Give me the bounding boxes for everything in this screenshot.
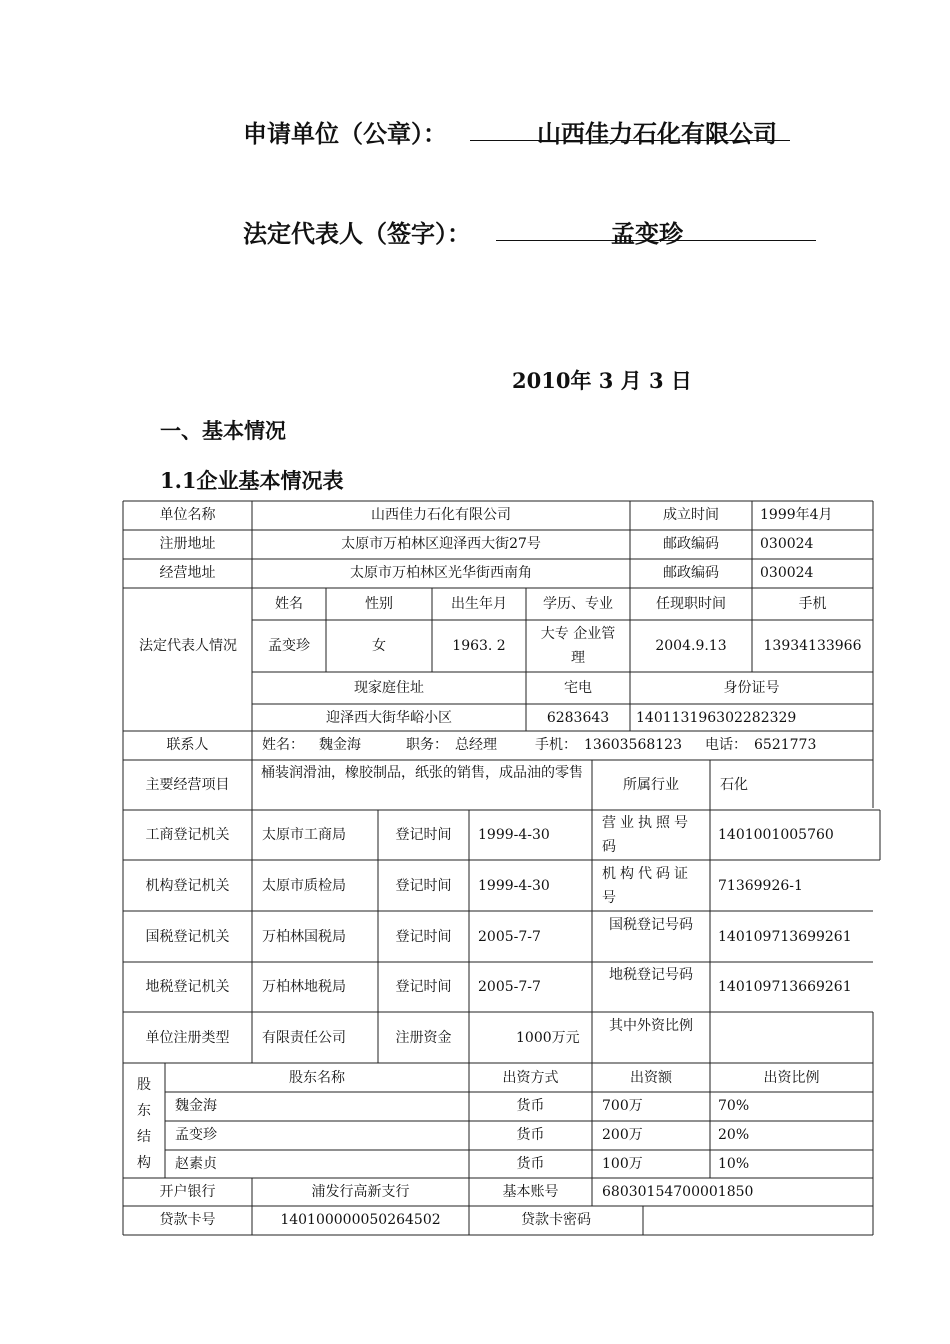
rep-name: 孟变珍 — [268, 638, 310, 654]
sh-header-amount: 出资额 — [630, 1070, 672, 1086]
op-address-label: 经营地址 — [159, 565, 216, 581]
shareholder-name: 赵素贞 — [175, 1156, 217, 1172]
ltax-no: 140109713669261 — [718, 979, 852, 995]
established-label: 成立时间 — [663, 507, 719, 523]
reg-address: 太原市万柏林区迎泽西大街27号 — [341, 536, 541, 552]
home-address-label: 现家庭住址 — [354, 680, 424, 696]
aic-time: 1999-4-30 — [478, 827, 550, 843]
home-address: 迎泽西大街华峪小区 — [326, 710, 452, 726]
org-no-label: 机构代码证号 — [602, 866, 692, 906]
subsection-title: 1.1企业基本情况表 — [160, 468, 344, 493]
business-label: 主要经营项目 — [145, 777, 230, 793]
industry-label: 所属行业 — [623, 777, 679, 793]
date: 2010年 3 月 3 日 — [512, 368, 692, 393]
ltax-time: 2005-7-7 — [478, 979, 541, 995]
reg-address-label: 注册地址 — [159, 536, 216, 552]
bank-label: 开户银行 — [159, 1184, 216, 1200]
org-label: 机构登记机关 — [145, 878, 230, 894]
rep-since: 2004.9.13 — [655, 638, 727, 654]
foreign-label: 其中外资比例 — [609, 1018, 693, 1034]
rep-birth: 1963. 2 — [452, 638, 506, 654]
capital: 1000万元 — [516, 1030, 580, 1046]
rep-header-gender: 性别 — [365, 596, 393, 612]
ntax-label: 国税登记机关 — [145, 929, 230, 945]
sh-header-method: 出资方式 — [502, 1070, 559, 1086]
applicant-label: 申请单位（公章）： — [243, 119, 447, 148]
contact-phone-label: 电话： — [705, 737, 747, 753]
aic-no-label: 营业执照号码 — [602, 815, 692, 855]
org-no: 71369926-1 — [718, 878, 803, 894]
ntax-time: 2005-7-7 — [478, 929, 541, 945]
unit-name: 山西佳力石化有限公司 — [371, 507, 511, 523]
ltax-label: 地税登记机关 — [145, 979, 230, 995]
shareholder-name: 魏金海 — [175, 1098, 217, 1114]
org-time: 1999-4-30 — [478, 878, 550, 894]
contact-title: 总经理 — [455, 737, 497, 753]
industry: 石化 — [720, 777, 748, 793]
postcode-1: 030024 — [760, 536, 814, 552]
shareholder-ratio: 10% — [718, 1156, 750, 1172]
postcode-2: 030024 — [760, 565, 814, 581]
id-label: 身份证号 — [723, 680, 780, 696]
contact-title-label: 职务： — [406, 737, 448, 753]
loan-pwd-label: 贷款卡密码 — [521, 1212, 591, 1228]
shareholder-ratio: 70% — [718, 1098, 750, 1114]
op-address: 太原市万柏林区光华街西南角 — [350, 565, 532, 581]
shareholder-method: 货币 — [516, 1156, 545, 1172]
ntax-time-label: 登记时间 — [395, 929, 452, 945]
shareholder-amount: 100万 — [602, 1156, 643, 1172]
ltax-org: 万柏林地税局 — [262, 979, 346, 995]
account-label: 基本账号 — [502, 1184, 559, 1200]
id-number: 140113196302282329 — [636, 710, 797, 726]
rep-mobile: 13934133966 — [763, 638, 862, 654]
unit-name-label: 单位名称 — [159, 507, 216, 523]
sh-header-ratio: 出资比例 — [763, 1070, 820, 1086]
loan-card: 140100000050264502 — [280, 1212, 441, 1228]
established: 1999年4月 — [760, 507, 833, 523]
contact-mobile-label: 手机： — [535, 737, 577, 753]
business-scope: 桶装润滑油，橡胶制品，纸张的销售，成品油的零售 — [261, 765, 583, 781]
aic-no: 1401001005760 — [718, 827, 834, 843]
sh-header-name: 股东名称 — [289, 1070, 345, 1086]
loan-card-label: 贷款卡号 — [159, 1212, 216, 1228]
shareholder-method: 货币 — [516, 1098, 545, 1114]
legal-rep-label: 法定代表人（签字）： — [243, 219, 471, 248]
home-phone-label: 宅电 — [564, 680, 592, 696]
capital-label: 注册资金 — [395, 1030, 452, 1046]
ntax-org: 万柏林国税局 — [262, 929, 346, 945]
rep-header-education: 学历、专业 — [543, 596, 613, 612]
ntax-no-label: 国税登记号码 — [609, 917, 693, 933]
org-time-label: 登记时间 — [395, 878, 452, 894]
postcode-label-1: 邮政编码 — [663, 536, 719, 552]
rep-header-name: 姓名 — [275, 596, 303, 612]
section-title: 一、基本情况 — [160, 418, 286, 443]
ltax-time-label: 登记时间 — [395, 979, 452, 995]
rep-header-since: 任现职时间 — [656, 596, 726, 612]
aic-label: 工商登记机关 — [145, 827, 230, 843]
aic-org: 太原市工商局 — [262, 827, 346, 843]
rep-education: 大专 企业管理 — [540, 626, 616, 666]
applicant-value: 山西佳力石化有限公司 — [537, 119, 777, 148]
ltax-no-label: 地税登记号码 — [609, 967, 693, 983]
aic-time-label: 登记时间 — [395, 827, 452, 843]
contact-name: 魏金海 — [319, 737, 361, 753]
legal-rep-signature: 孟变珍 — [611, 219, 683, 248]
shareholder-amount: 200万 — [602, 1127, 643, 1143]
type-value: 有限责任公司 — [262, 1030, 346, 1046]
shareholder-name: 孟变珍 — [175, 1127, 217, 1143]
home-phone: 6283643 — [546, 710, 610, 726]
rep-header-birth: 出生年月 — [451, 596, 507, 612]
legal-rep-section-label: 法定代表人情况 — [139, 638, 237, 654]
shareholder-label: 股东结构 — [137, 1077, 151, 1171]
shareholder-ratio: 20% — [718, 1127, 750, 1143]
ntax-no: 140109713699261 — [718, 929, 852, 945]
bank: 浦发行高新支行 — [311, 1184, 410, 1200]
contact-label: 联系人 — [166, 737, 209, 753]
shareholder-amount: 700万 — [602, 1098, 643, 1114]
contact-phone: 6521773 — [754, 737, 817, 753]
postcode-label-2: 邮政编码 — [663, 565, 719, 581]
org-org: 太原市质检局 — [262, 878, 346, 894]
type-label: 单位注册类型 — [145, 1030, 230, 1046]
shareholder-method: 货币 — [516, 1127, 545, 1143]
rep-gender: 女 — [372, 638, 386, 654]
account: 68030154700001850 — [602, 1184, 754, 1200]
contact-mobile: 13603568123 — [584, 737, 682, 753]
contact-name-label: 姓名： — [262, 737, 304, 753]
rep-header-mobile: 手机 — [798, 596, 827, 612]
